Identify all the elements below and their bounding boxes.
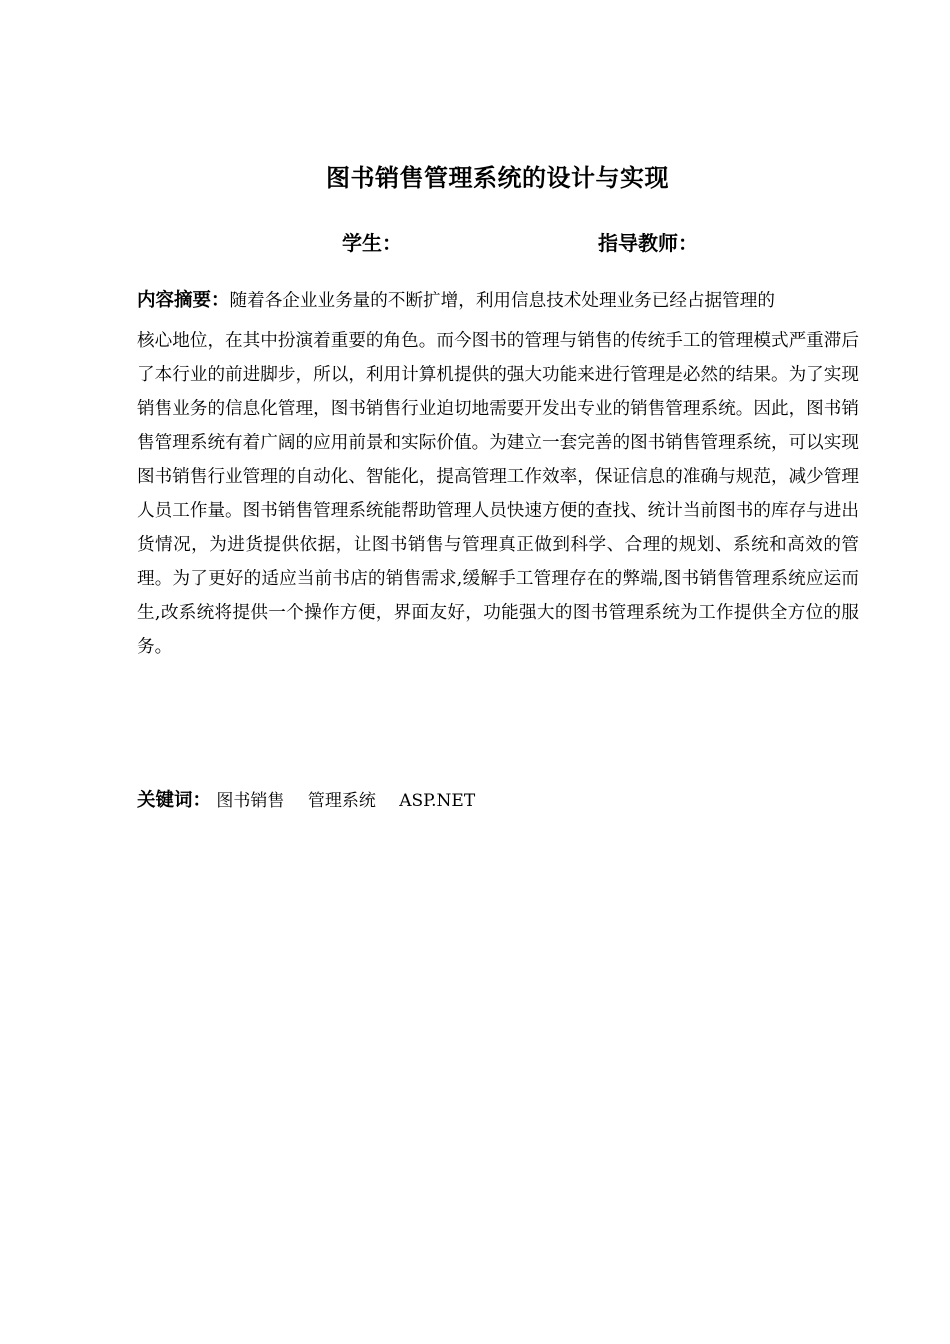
document-title: 图书销售管理系统的设计与实现 xyxy=(326,164,669,192)
keyword-item: ASP.NET xyxy=(399,791,476,811)
advisor-label: 指导教师： xyxy=(598,231,698,255)
abstract-label: 内容摘要： xyxy=(137,290,230,311)
abstract-first-line-text: 随着各企业业务量的不断扩增，利用信息技术处理业务已经占据管理的 xyxy=(229,291,775,311)
keyword-item: 管理系统 xyxy=(307,791,376,811)
keywords-line xyxy=(137,786,493,812)
student-label: 学生： xyxy=(342,231,402,255)
abstract-first-line xyxy=(137,284,859,318)
keywords-label: 关键词： xyxy=(137,790,212,811)
abstract-body-text: 核心地位，在其中扮演着重要的角色。而今图书的管理与销售的传统手工的管理模式严重滞后了本行业的前进脚步，所以，利用计算机提供的强大功能来进行管理是必然的结果。为了实现销售业务的信息化管理，图书销售行业迫切地需要开发出专业的销售管理系统。因此，图书销售管理系统有着广阔的应用前景和实际价值。为建立一套完善的图书销售管理系统，可以实现图书销售行业管理的自动化、智能化，提高管理工作效率，保证信息的准确与规范，减少管理人员工作量。图书销售管理系统能帮助管理人员快速方便的查找、统计当前图书的库存与进出货情况，为进货提供依据，让图书销售与管理真正做到科学、合理的规划、系统和高效的管理。为了更好的适应当前书店的销售需求,缓解手工管理存在的弊端,图书销售管理系统应运而生,改系统将提供一个操作方便，界面友好，功能强大的图书管理系统为工作提供全方位的服务。 xyxy=(137,331,859,657)
keyword-item: 图书销售 xyxy=(216,791,285,811)
abstract-paragraph xyxy=(137,284,859,664)
